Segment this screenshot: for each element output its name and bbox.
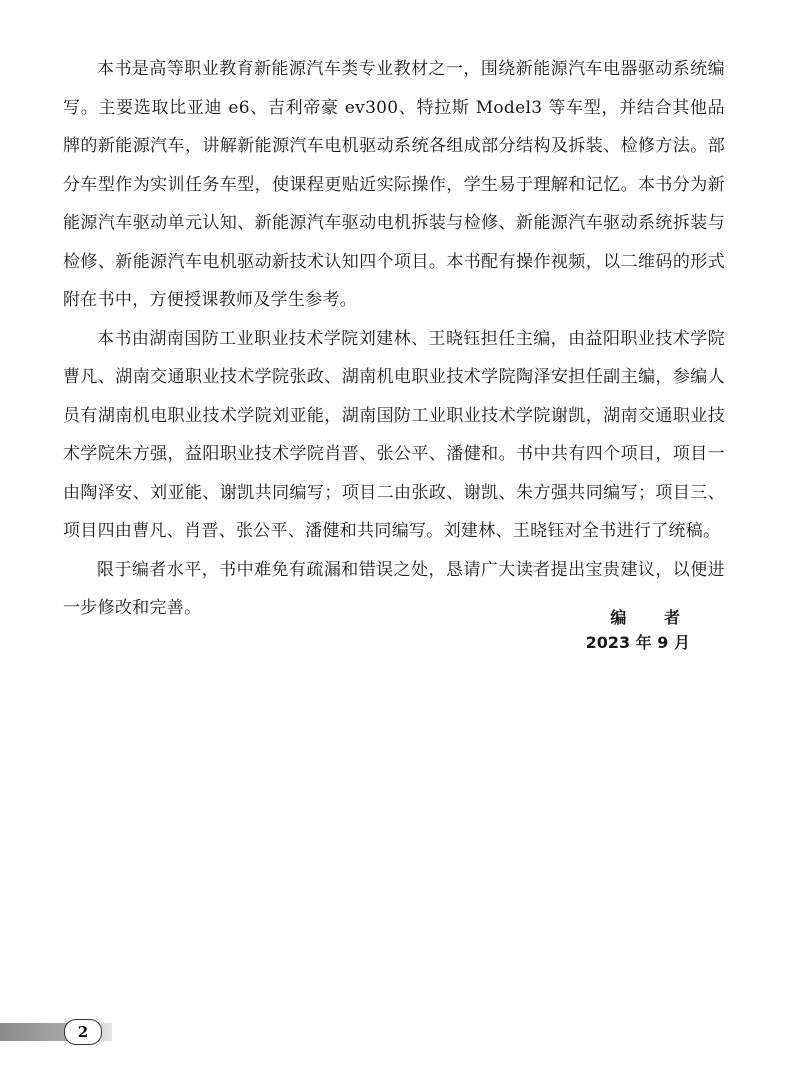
- preface-signature: [560, 605, 696, 655]
- signature-editor: 编 者: [610, 608, 696, 627]
- preface-paragraph-authors: 本书由湖南国防工业职业技术学院刘建林、王晓钰担任主编，由益阳职业技术学院曹凡、湖南交通职业技术学院张政、湖南机电职业技术学院陶泽安担任副主编，参编人员有湖南机电职业技术学院刘亚能，湖南国防工业职业技术学院谢凯，湖南交通职业技术学院朱方强，益阳职业技术学院肖晋、张公平、潘健和。书中共有四个项目，项目一由陶泽安、刘亚能、谢凯共同编写；项目二由张政、谢凯、朱方强共同编写；项目三、项目四由曹凡、肖晋、张公平、潘健和共同编写。刘建林、王晓钰对全书进行了统稿。: [63, 328, 725, 541]
- page-number: 2: [64, 1019, 102, 1045]
- preface-body: [63, 50, 725, 628]
- preface-paragraph-closing: 限于编者水平，书中难免有疏漏和错误之处，恳请广大读者提出宝贵建议，以便进一步修改和完善。: [63, 559, 725, 618]
- signature-date: 2023 年 9 月: [585, 633, 690, 652]
- preface-paragraph-intro: 本书是高等职业教育新能源汽车类专业教材之一，围绕新能源汽车电器驱动系统编写。主要选取比亚迪 e6、吉利帝豪 ev300、特拉斯 Model3 等车型，并结合其他品牌的新能源汽车，讲解新能源汽车电机驱动系统各组成部分结构及拆装、检修方法。部分车型作为实训任务车型，使课程更贴近实际操作，学生易于理解和记忆。本书分为新能源汽车驱动单元认知、新能源汽车驱动电机拆装与检修、新能源汽车驱动系统拆装与检修、新能源汽车电机驱动新技术认知四个项目。本书配有操作视频，以二维码的形式附在书中，方便授课教师及学生参考。: [63, 59, 725, 310]
